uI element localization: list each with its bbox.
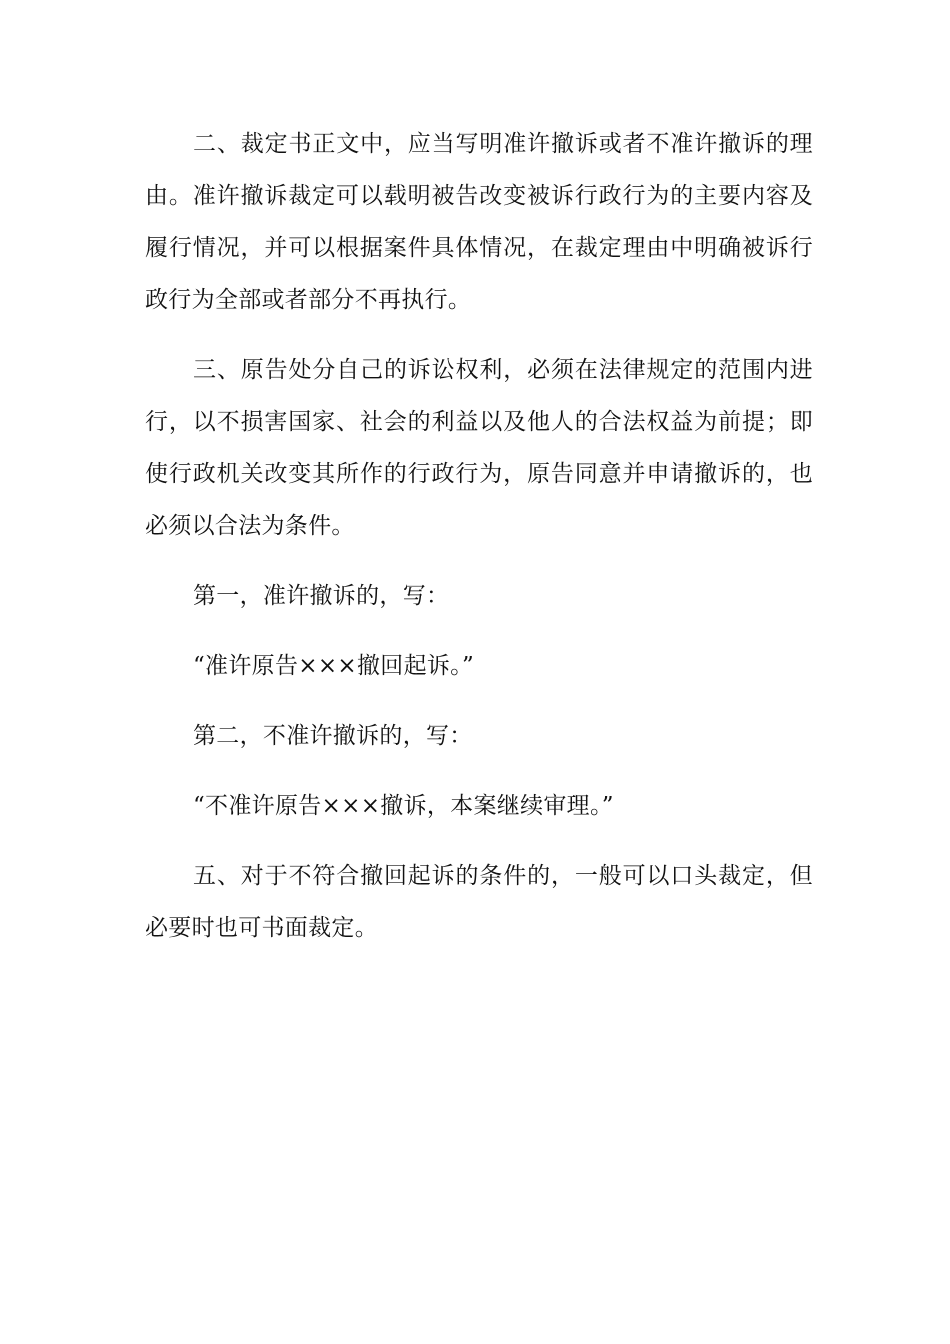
paragraph-oral-ruling: 五、对于不符合撤回起诉的条件的，一般可以口头裁定，但必要时也可书面裁定。: [145, 863, 813, 941]
paragraph-plaintiff-rights: 三、原告处分自己的诉讼权利，必须在法律规定的范围内进行，以不损害国家、社会的利益以及他人的合法权益为前提；即使行政机关改变其所作的行政行为，原告同意并申请撤诉的，也必须以合法为条件。: [145, 357, 813, 539]
paragraph-reason: 二、裁定书正文中，应当写明准许撤诉或者不准许撤诉的理由。准许撤诉裁定可以载明被告改变被诉行政行为的主要内容及履行情况，并可以根据案件具体情况，在裁定理由中明确被诉行政行为全部或者部分不再执行。: [145, 131, 813, 313]
document-page: [145, 118, 813, 954]
paragraph-allow-withdrawal-text: “准许原告×××撤回起诉。”: [193, 653, 475, 679]
paragraph-deny-withdrawal-text: “不准许原告×××撤诉，本案继续审理。”: [193, 793, 614, 819]
paragraph-deny-withdrawal-heading: 第二，不准许撤诉的，写：: [193, 723, 473, 749]
paragraph-allow-withdrawal-heading: 第一，准许撤诉的，写：: [193, 583, 450, 609]
